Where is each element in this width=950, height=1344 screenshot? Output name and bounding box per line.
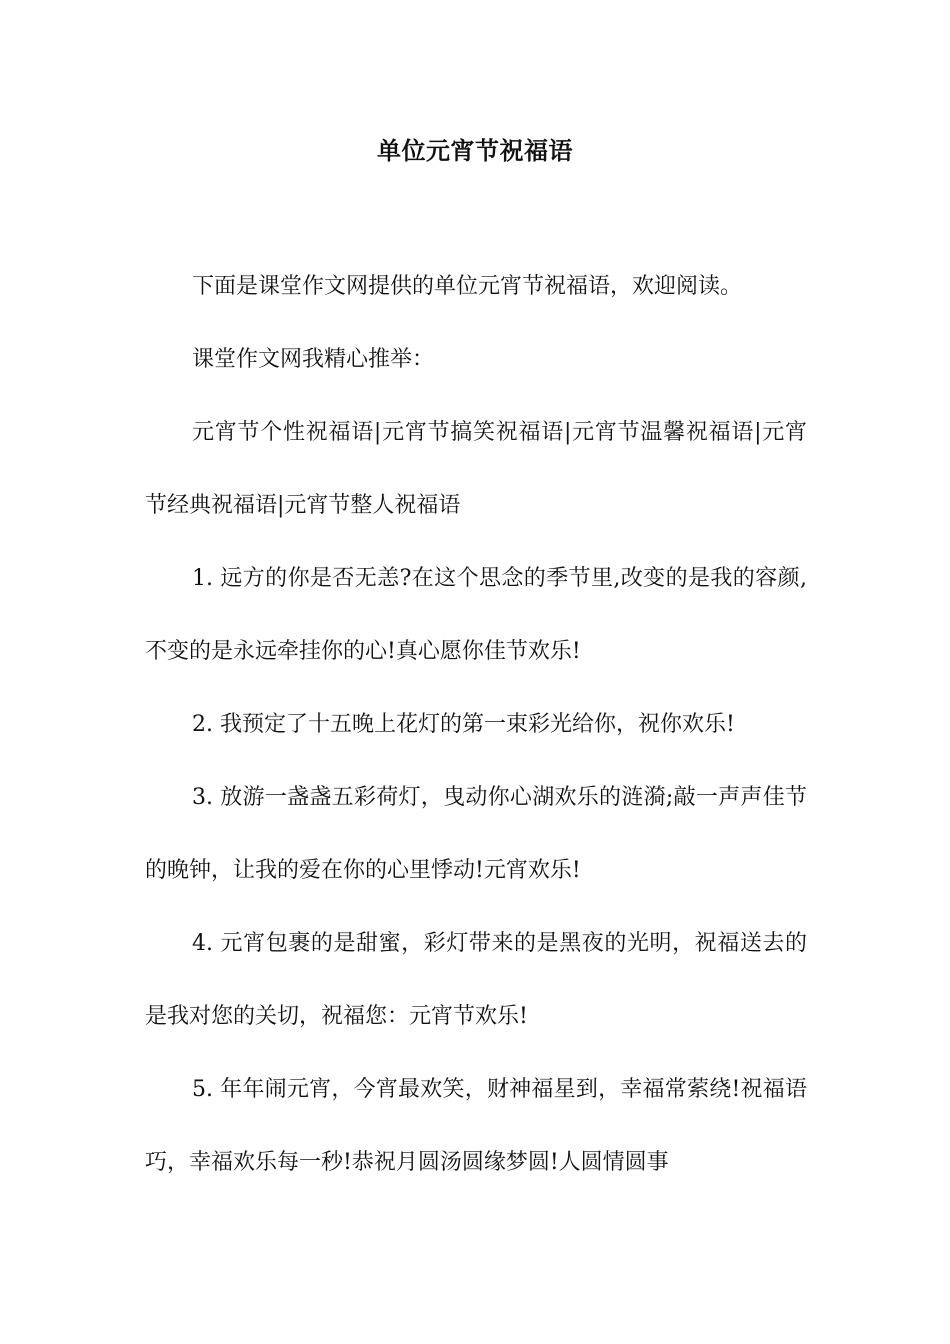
- document-body: [145, 250, 807, 1199]
- paragraph-intro: 下面是课堂作文网提供的单位元宵节祝福语，欢迎阅读。: [192, 274, 743, 299]
- paragraph-wish-5: 5. 年年闹元宵，今宵最欢笑，财神福星到，幸福常萦绕!祝福语巧，幸福欢乐每一秒!恭祝月圆汤圆缘梦圆!人圆情圆事: [145, 1077, 807, 1175]
- paragraph-wish-1: 1. 远方的你是否无恙?在这个思念的季节里,改变的是我的容颜,不变的是永远牵挂你的心!真心愿你佳节欢乐!: [145, 566, 807, 664]
- paragraph-recommend: 课堂作文网我精心推举：: [192, 347, 435, 372]
- paragraph-wish-3: 3. 放游一盏盏五彩荷灯，曳动你心湖欢乐的涟漪;敲一声声佳节的晚钟，让我的爱在你的心里悸动!元宵欢乐!: [145, 785, 807, 883]
- paragraph-category-links: 元宵节个性祝福语|元宵节搞笑祝福语|元宵节温馨祝福语|元宵节经典祝福语|元宵节整人祝福语: [145, 420, 807, 518]
- paragraph-wish-4: 4. 元宵包裹的是甜蜜，彩灯带来的是黑夜的光明，祝福送去的是我对您的关切，祝福您：元宵节欢乐!: [145, 931, 807, 1029]
- paragraph-wish-2: 2. 我预定了十五晚上花灯的第一束彩光给你，祝你欢乐!: [192, 712, 735, 737]
- document-title: 单位元宵节祝福语: [377, 136, 573, 165]
